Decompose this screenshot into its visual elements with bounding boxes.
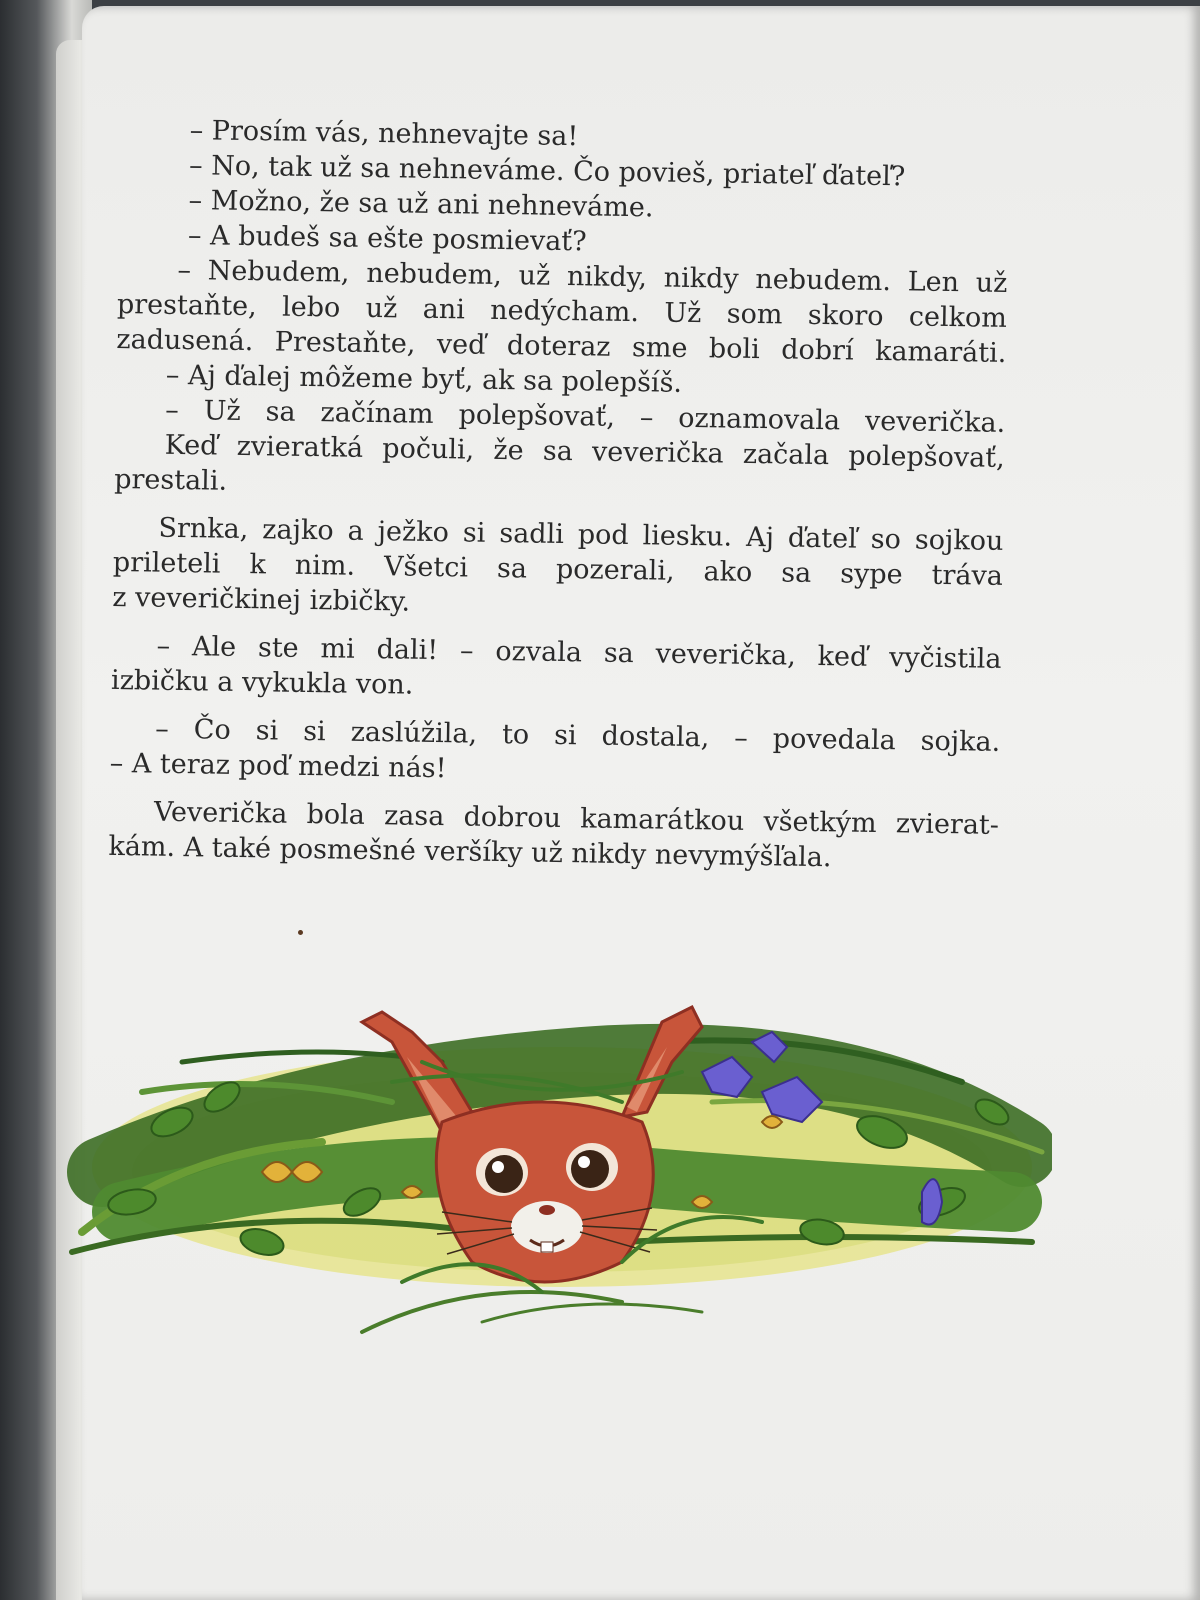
text-line: – A budeš sa ešte posmievať?	[187, 220, 587, 258]
text-line: – A teraz poď medzi nás!	[109, 747, 447, 785]
ink-speck	[298, 930, 303, 935]
text-line: prileteli k nim. Všetci sa pozerali, ako sa sype tráva	[112, 546, 1004, 592]
text-line: – Prosím vás, nehnevajte sa!	[189, 115, 579, 153]
squirrel-illustration	[62, 1002, 1052, 1352]
text-line: zadusená. Prestaňte, veď doteraz sme boli dobrí kamaráti.	[116, 323, 1007, 369]
text-line: – Už sa začínam polepšovať, – oznamovala veverička.	[165, 394, 1006, 439]
story-text	[108, 112, 1010, 878]
text-line: prestaňte, lebo už ani nedýcham. Už som skoro celkom	[116, 288, 1008, 334]
text-line: kám. A také posmešné veršíky už nikdy nevymýšľala.	[108, 830, 832, 874]
text-line: Srnka, zajko a ježko si sadli pod liesku. Aj ďateľ so sojkou	[158, 512, 1004, 557]
text-line: – Aj ďalej môžeme byť, ak sa polepšíš.	[165, 359, 683, 399]
text-line: – No, tak už sa nehneváme. Čo povieš, priateľ ďateľ?	[188, 150, 906, 193]
text-line: – Ale ste mi dali! – ozvala sa veverička, keď vyčistila	[156, 630, 1002, 675]
text-line: z veveričkinej izbičky.	[112, 581, 411, 618]
text-line: – Nebudem, nebudem, už nikdy, nikdy nebudem. Len už	[177, 254, 1008, 299]
text-line: Keď zvieratká počuli, že sa veverička začala polepšovať,	[164, 429, 1005, 474]
text-line: – Čo si si zaslúžila, to si dostala, – povedala sojka.	[155, 713, 1001, 758]
text-line: – Možno, že sa už ani nehneváme.	[188, 185, 654, 224]
text-line: prestali.	[113, 463, 228, 497]
text-line: izbičku a vykukla von.	[110, 664, 414, 701]
text-line: Veverička bola zasa dobrou kamarátkou všetkým zvierat-	[153, 796, 1000, 841]
